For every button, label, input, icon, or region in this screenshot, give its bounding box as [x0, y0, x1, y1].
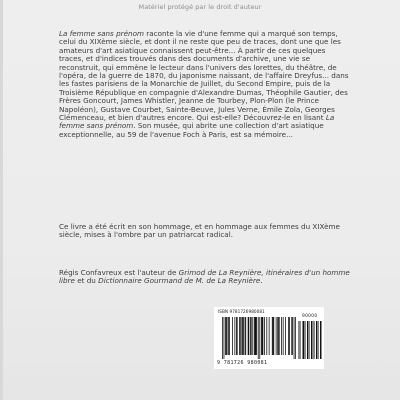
- synopsis-text: raconte la vie d'une femme qui a marqué son temps, celui du XIXème siècle, et dont il ne reste que peu de traces, dont une que les amateurs d'art asiatique connaissent peut-être... À partir de ces quelques traces, et d'indices trouvés dans des documents d'archive, une vie se reconstruit, qui emmène le lecteur dans l'univers des lorettes, du théâtre, de l'opéra, de la guerre de 1870, du japonisme naissant, de l'affaire Dreyfus... dans les fastes parisiens de la Monarchie de Juillet, du Second Empire, puis de la Troisième République en compagnie d'Alexandre Dumas, Théophile Gautier, des Frères Goncourt, James Whistler, Jeanne de Tourbey, Plon-Plon (le Prince Napoléon), Gustave Courbet, Sainte-Beuve, Jules Verne, Émile Zola, Georges Clémenceau, et bien d'autres encore. Qui est-elle? Découvrez-le en lisant: [59, 29, 349, 123]
- barcode-bar: [309, 321, 310, 359]
- barcode-bar: [312, 321, 313, 359]
- dedication-text: Ce livre a été écrit en son hommage, et en hommage aux femmes du XIXème siècle, mises à l'ombre par un patriarcat radical.: [59, 222, 340, 240]
- barcode-bar: [272, 317, 273, 355]
- barcode-bar: [299, 321, 300, 359]
- barcode-bar: [256, 317, 257, 355]
- barcode-bar: [227, 317, 228, 355]
- barcode-bar: [273, 317, 274, 355]
- barcode-bar: [321, 321, 322, 359]
- barcode-bar: [269, 317, 270, 355]
- barcode-bar: [322, 321, 323, 359]
- author-book-2: Dictionnaire Gourmand de M. de La Reynière: [98, 276, 261, 286]
- barcode-bar: [313, 321, 314, 359]
- barcode-bar: [250, 317, 251, 355]
- barcode-bar: [224, 317, 225, 359]
- barcode-bar: [311, 321, 312, 359]
- barcode-bar: [264, 317, 265, 355]
- barcode-bar: [278, 317, 279, 355]
- barcode-bar: [303, 321, 304, 359]
- ean13-barcode: [222, 317, 296, 359]
- barcode-bar: [291, 317, 292, 355]
- barcode-bar: [255, 317, 256, 355]
- barcode-bar: [292, 317, 293, 355]
- barcode-bar: [259, 317, 260, 359]
- isbn-label: ISBN 9781726980081: [218, 309, 265, 314]
- barcode-bar: [273, 317, 274, 355]
- barcode-bar: [306, 321, 307, 359]
- barcode-bar: [222, 317, 223, 359]
- book-title-repeat: La femme sans prénom: [59, 113, 335, 131]
- barcode-bar: [315, 321, 316, 359]
- barcode-bar: [294, 317, 295, 359]
- barcode-bar: [308, 321, 309, 359]
- barcode-bar: [248, 317, 249, 355]
- barcode-bar: [242, 317, 243, 355]
- book-title: La femme sans prénom: [59, 29, 144, 38]
- barcode-bar: [229, 317, 230, 355]
- barcode-bar: [277, 317, 278, 355]
- barcode-bar: [295, 317, 296, 359]
- barcode-bar: [245, 317, 246, 355]
- barcode-bar: [261, 317, 262, 355]
- barcode-panel: [214, 307, 324, 369]
- author-book-1: Grimod de La Reynière, itinéraires d'un homme libre: [59, 268, 350, 286]
- author-bio-paragraph: [59, 269, 351, 286]
- barcode-bar: [316, 321, 317, 359]
- barcode-bar: [239, 317, 240, 355]
- author-bio-text: Régis Confavreux est l'auteur de: [59, 268, 179, 277]
- barcode-bar: [262, 317, 263, 355]
- barcode-bar: [234, 317, 235, 355]
- barcode-bar: [300, 321, 301, 359]
- barcode-bar: [302, 321, 303, 359]
- barcode-bar: [283, 317, 284, 355]
- barcode-bar: [289, 317, 290, 355]
- barcode-bar: [288, 317, 289, 355]
- synopsis-text-end: . Son musée, qui abrite une collection d'art asiatique exceptionnelle, au 59 de l'avenue Foch à Paris, est sa mémoire...: [59, 121, 324, 139]
- author-bio-text-2: et du: [74, 276, 99, 286]
- barcode-bar: [254, 317, 255, 355]
- barcode-bar: [276, 317, 277, 355]
- barcode-bar: [225, 317, 226, 355]
- barcode-bar: [263, 317, 264, 355]
- barcode-bar: [258, 317, 259, 359]
- barcode-bar: [228, 317, 229, 355]
- barcode-bar: [304, 321, 305, 359]
- barcode-bar: [307, 321, 308, 359]
- barcode-bar: [320, 321, 321, 359]
- barcode-bar: [245, 317, 246, 355]
- barcode-bar: [300, 321, 301, 359]
- barcode-bar: [318, 321, 319, 359]
- ean-digits: 9 781726 980081: [217, 360, 268, 366]
- price-code: 90000: [302, 314, 318, 319]
- barcode-bar: [266, 317, 267, 355]
- barcode-bar: [232, 317, 233, 355]
- barcode-bar: [252, 317, 253, 355]
- barcode-bar: [251, 317, 252, 355]
- cover-left-edge: [0, 0, 3, 400]
- barcode-bar: [317, 321, 318, 359]
- barcode-bar: [308, 321, 309, 359]
- barcode-bar: [281, 317, 282, 355]
- barcode-bar: [305, 321, 306, 359]
- barcode-bar: [240, 317, 241, 355]
- barcode-bar: [255, 317, 256, 355]
- barcode-bar: [279, 317, 280, 355]
- barcode-bar: [248, 317, 249, 355]
- barcode-bar: [226, 317, 227, 355]
- copyright-notice: Matériel protégé par le droit d'auteur: [138, 3, 262, 11]
- barcode-bar: [237, 317, 238, 355]
- barcode-bar: [314, 321, 315, 359]
- synopsis-paragraph: [59, 30, 351, 139]
- author-bio-text-3: .: [260, 276, 263, 286]
- dedication-paragraph: [59, 223, 351, 240]
- barcode-bar: [243, 317, 244, 355]
- price-addon-barcode: [298, 321, 322, 359]
- barcode-bar: [285, 317, 286, 355]
- barcode-bar: [241, 317, 242, 355]
- barcode-bar: [236, 317, 237, 355]
- barcode-bar: [317, 321, 318, 359]
